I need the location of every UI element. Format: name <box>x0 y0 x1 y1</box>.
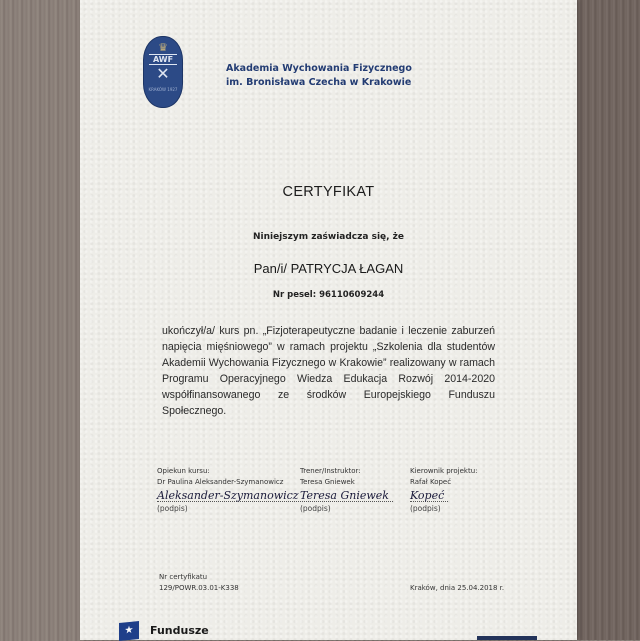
handwritten-signature: Kopeć <box>410 490 448 502</box>
certificate-number-label: Nr certyfikatu <box>159 573 208 581</box>
wood-background <box>577 0 640 640</box>
institution-line-1: Akademia Wychowania Fizycznego <box>226 63 412 74</box>
signature-name: Rafał Kopeć <box>410 478 452 486</box>
logo-subtext: KRAKÓW 1927 <box>148 87 178 92</box>
certificate-number <box>159 572 239 594</box>
signature-label: (podpis) <box>410 504 441 513</box>
signature-name: Teresa Gniewek <box>300 478 355 486</box>
signature-project-manager <box>410 466 478 514</box>
awf-crest-icon <box>143 36 183 108</box>
eu-logo-bar <box>477 636 537 640</box>
handwritten-signature: Aleksander-Szymanowicz <box>157 490 303 502</box>
certificate-paper <box>80 0 577 640</box>
logo-text: AWF <box>149 54 177 65</box>
certificate-number-value: 129/POWR.03.01-K338 <box>159 584 239 592</box>
certificate-title: CERTYFIKAT <box>282 184 375 200</box>
institution-line-2: im. Bronisława Czecha w Krakowie <box>226 77 412 88</box>
certify-text: Niniejszym zaświadcza się, że <box>252 232 405 242</box>
crown-icon: ♛ <box>158 41 168 54</box>
signature-label: (podpis) <box>157 504 188 513</box>
signature-role: Opiekun kursu: <box>157 467 210 475</box>
handwritten-signature: Teresa Gniewek <box>300 490 393 502</box>
institution-name <box>226 62 412 90</box>
issue-date: Kraków, dnia 25.04.2018 r. <box>410 584 505 592</box>
signature-course-supervisor <box>157 466 303 514</box>
signature-role: Kierownik projektu: <box>410 467 478 475</box>
eu-funds-label: Fundusze <box>150 624 209 637</box>
certificate-body: ukończył/a/ kurs pn. „Fizjoterapeutyczne badanie i leczenie zaburzeń napięcia mięśniowego” w ramach projektu „Szkolenia dla studentów Akademii Wychowania Fizycznego w Krakowie” realizowany w ramach Programu Operacyjnego Wiedza Edukacja Rozwój 2014-2020 współfinansowanego ze środków Europejskiego Funduszu Społecznego. <box>162 325 495 417</box>
recipient-name: Pan/i/ PATRYCJA ŁAGAN <box>253 261 404 276</box>
signature-role: Trener/Instruktor: <box>300 467 361 475</box>
eu-flag-icon: ★ <box>119 621 139 641</box>
pesel-number: Nr pesel: 96110609244 <box>272 290 385 300</box>
crossed-oars-icon: ✕ <box>156 64 170 83</box>
signature-trainer <box>300 466 393 514</box>
signature-label: (podpis) <box>300 504 331 513</box>
signature-name: Dr Paulina Aleksander-Szymanowicz <box>157 478 284 486</box>
